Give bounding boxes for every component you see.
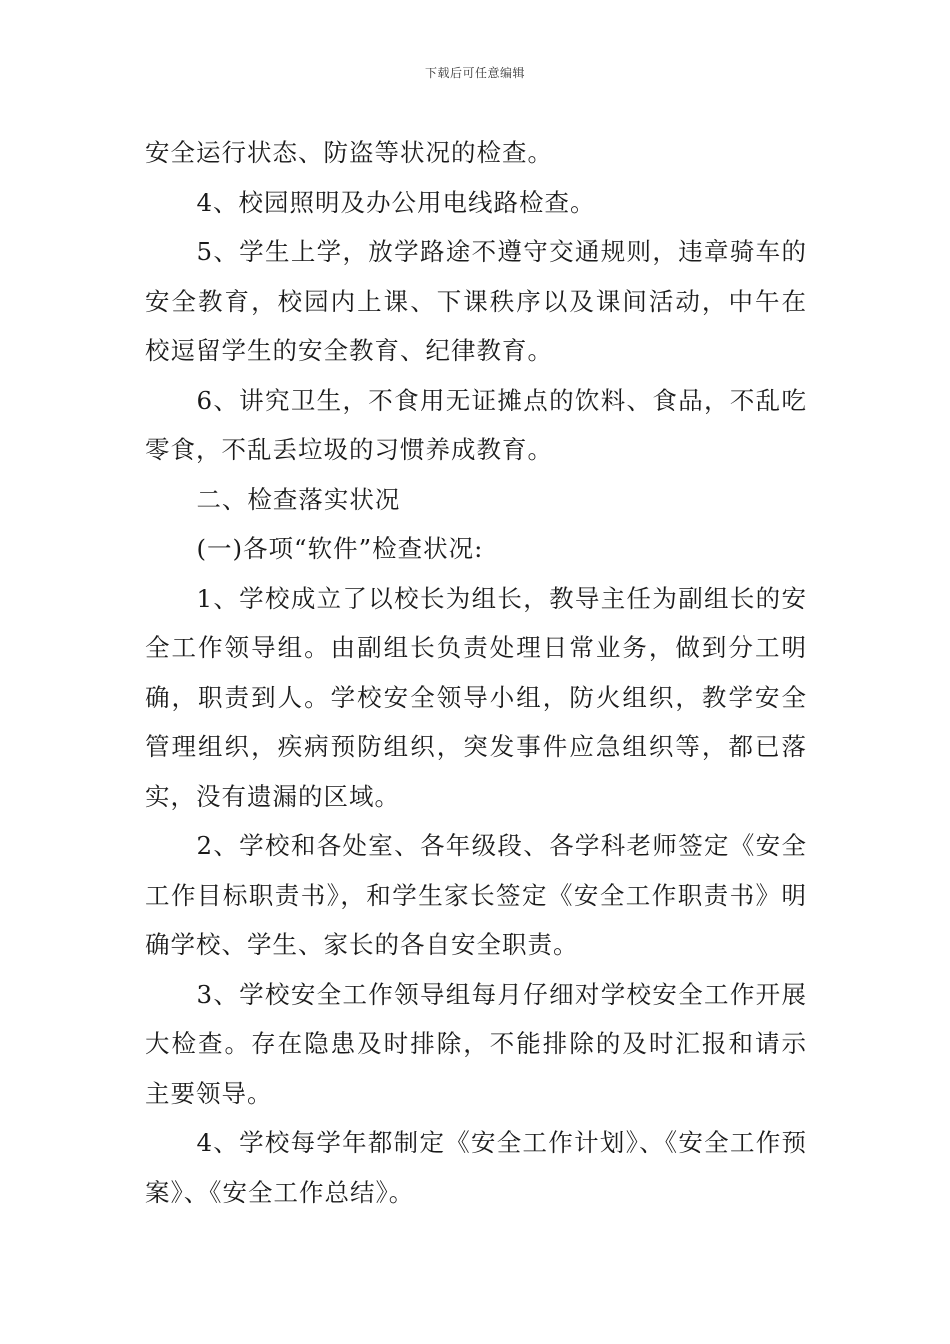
paragraph-1: 安全运行状态、防盗等状况的检查。 [145, 138, 553, 167]
section-heading-2: 二、检查落实状况 [196, 484, 401, 514]
paragraph-10: 4、学校每学年都制定《安全工作计划》、《安全工作预案》、《安全工作总结》。 [145, 1128, 807, 1207]
subsection-heading-1: (一)各项“软件”检查状况: [196, 534, 484, 563]
page-header-note: 下载后可任意编辑 [424, 66, 525, 80]
paragraph-9: 3、学校安全工作领导组每月仔细对学校安全工作开展大检查。存在隐患及时排除，不能排除的及时汇报和请示主要领导。 [145, 979, 807, 1108]
document-body [145, 128, 807, 1217]
paragraph-8: 2、学校和各处室、各年级段、各学科老师签定《安全工作目标职责书》，和学生家长签定《安全工作职责书》明确学校、学生、家长的各自安全职责。 [145, 831, 807, 959]
paragraph-7: 1、学校成立了以校长为组长，教导主任为副组长的安全工作领导组。由副组长负责处理日常业务，做到分工明确，职责到人。学校安全领导小组，防火组织，教学安全管理组织，疾病预防组织，突发事件应急组织等，都已落实，没有遗漏的区域。 [145, 583, 807, 811]
paragraph-2: 4、校园照明及办公用电线路检查。 [196, 187, 596, 217]
paragraph-4: 6、讲究卫生，不食用无证摊点的饮料、食品，不乱吃零食，不乱丢垃圾的习惯养成教育。 [145, 385, 807, 464]
paragraph-3: 5、学生上学，放学路途不遵守交通规则，违章骑车的安全教育，校园内上课、下课秩序以及课间活动，中午在校逗留学生的安全教育、纪律教育。 [145, 237, 807, 365]
